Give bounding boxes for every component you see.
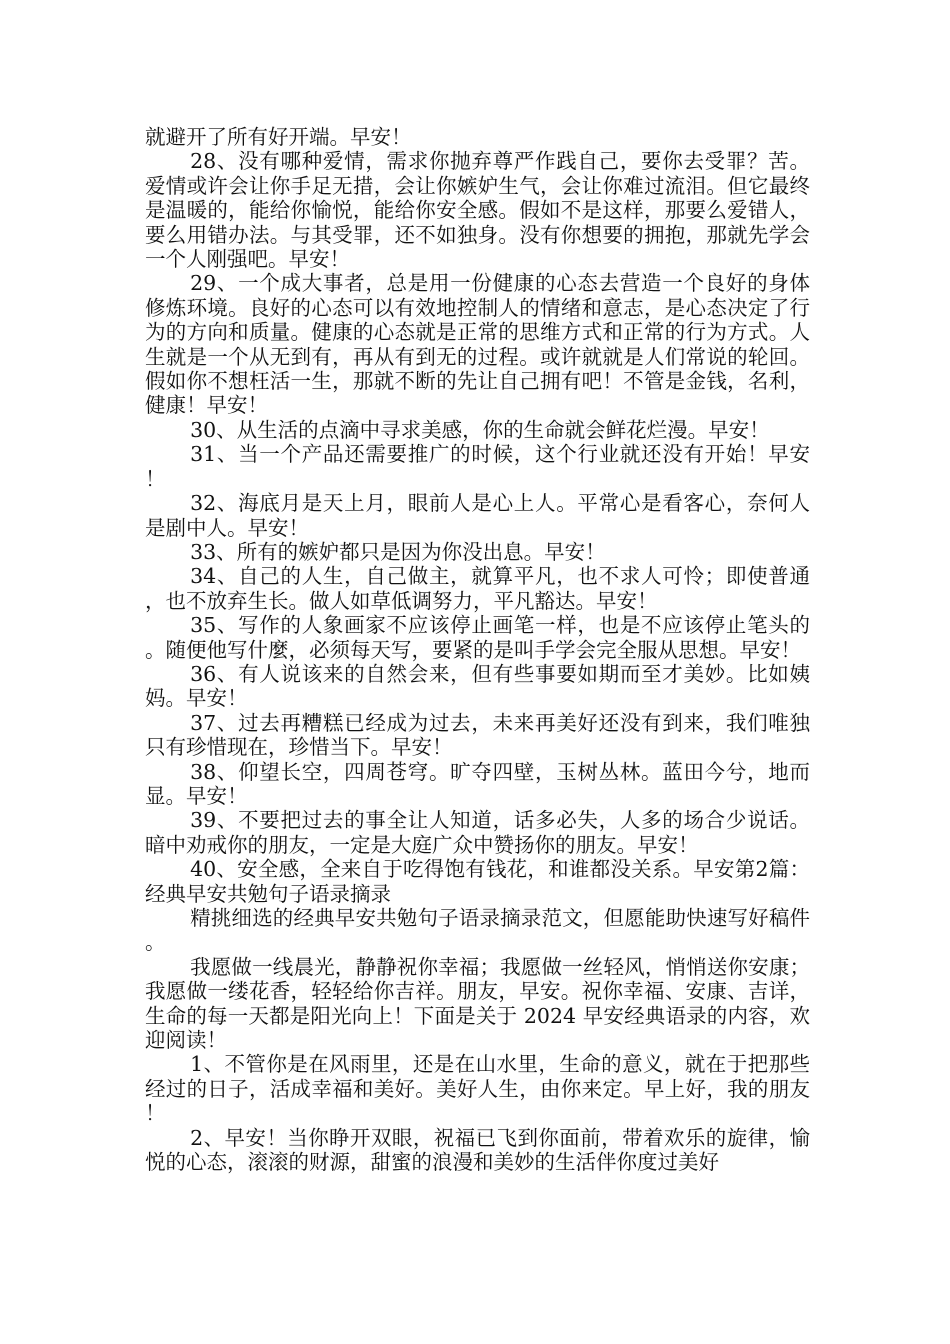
paragraph-item-30: 30、从生活的点滴中寻求美感，你的生命就会鲜花烂漫。早安！ xyxy=(190,417,770,442)
paragraph-item-38: 38、仰望长空，四周苍穹。旷夺四壁，玉树丛林。蓝田今兮，地而显。早安！ xyxy=(145,759,810,808)
document-body xyxy=(145,125,810,1174)
paragraph-item-32: 32、海底月是天上月，眼前人是心上人。平常心是看客心，奈何人是剧中人。早安！ xyxy=(145,491,810,540)
paragraph-greeting: 我愿做一线晨光，静静祝你幸福；我愿做一丝轻风，悄悄送你安康；我愿做一缕花香，轻轻给你吉祥。朋友，早安。祝你幸福、安康、吉详，生命的每一天都是阳光向上！下面是关于 2024 早安经典语录的内容，欢迎阅读！ xyxy=(145,954,810,1053)
paragraph-item-28: 28、没有哪种爱情，需求你抛弃尊严作践自己，要你去受罪？苦。爱情或许会让你手足无措，会让你嫉妒生气，会让你难过流泪。但它最终是温暖的，能给你愉悦，能给你安全感。假如不是这样，那要么爱错人，要么用错办法。与其受罪，还不如独身。没有你想要的拥抱，那就先学会一个人刚强吧。早安！ xyxy=(145,149,810,272)
paragraph-item-40: 40、安全感，全来自于吃得饱有钱花，和谁都没关系。早安第2篇：经典早安共勉句子语录摘录 xyxy=(145,857,810,906)
paragraph-intro: 精挑细选的经典早安共勉句子语录摘录范文，但愿能助快速写好稿件。 xyxy=(145,906,810,955)
paragraph-item-2: 2、早安！当你睁开双眼，祝福已飞到你面前，带着欢乐的旋律，愉悦的心态，滚滚的财源，甜蜜的浪漫和美妙的生活伴你度过美好 xyxy=(145,1125,810,1175)
paragraph-item-39: 39、不要把过去的事全让人知道，话多必失，人多的场合少说话。暗中劝戒你的朋友，一定是大庭广众中赞扬你的朋友。早安！ xyxy=(145,808,810,857)
paragraph-item-1: 1、不管你是在风雨里，还是在山水里，生命的意义，就在于把那些经过的日子，活成幸福和美好。美好人生，由你来定。早上好，我的朋友！ xyxy=(145,1052,810,1126)
paragraph-continuation: 就避开了所有好开端。早安！ xyxy=(145,125,412,149)
paragraph-item-31: 31、当一个产品还需要推广的时候，这个行业就还没有开始！早安！ xyxy=(145,442,810,491)
paragraph-item-35: 35、写作的人象画家不应该停止画笔一样，也是不应该停止笔头的。随便他写什麼，必须每天写，要紧的是叫手学会完全服从思想。早安！ xyxy=(145,613,810,662)
paragraph-item-33: 33、所有的嫉妒都只是因为你没出息。早安！ xyxy=(190,539,606,564)
paragraph-item-34: 34、自己的人生，自己做主，就算平凡，也不求人可怜；即使普通，也不放弃生长。做人如草低调努力，平凡豁达。早安！ xyxy=(145,564,810,613)
paragraph-item-29: 29、一个成大事者，总是用一份健康的心态去营造一个良好的身体修炼环境。良好的心态可以有效地控制人的情绪和意志，是心态决定了行为的方向和质量。健康的心态就是正常的思维方式和正常的行为方式。人生就是一个从无到有，再从有到无的过程。或许就就是人们常说的轮回。假如你不想枉活一生，那就不断的先让自己拥有吧！不管是金钱，名利，健康！早安！ xyxy=(145,271,810,418)
paragraph-item-36: 36、有人说该来的自然会来，但有些事要如期而至才美妙。比如姨妈。早安！ xyxy=(145,661,810,711)
paragraph-item-37: 37、过去再糟糕已经成为过去，未来再美好还没有到来，我们唯独只有珍惜现在，珍惜当下。早安！ xyxy=(145,710,810,760)
